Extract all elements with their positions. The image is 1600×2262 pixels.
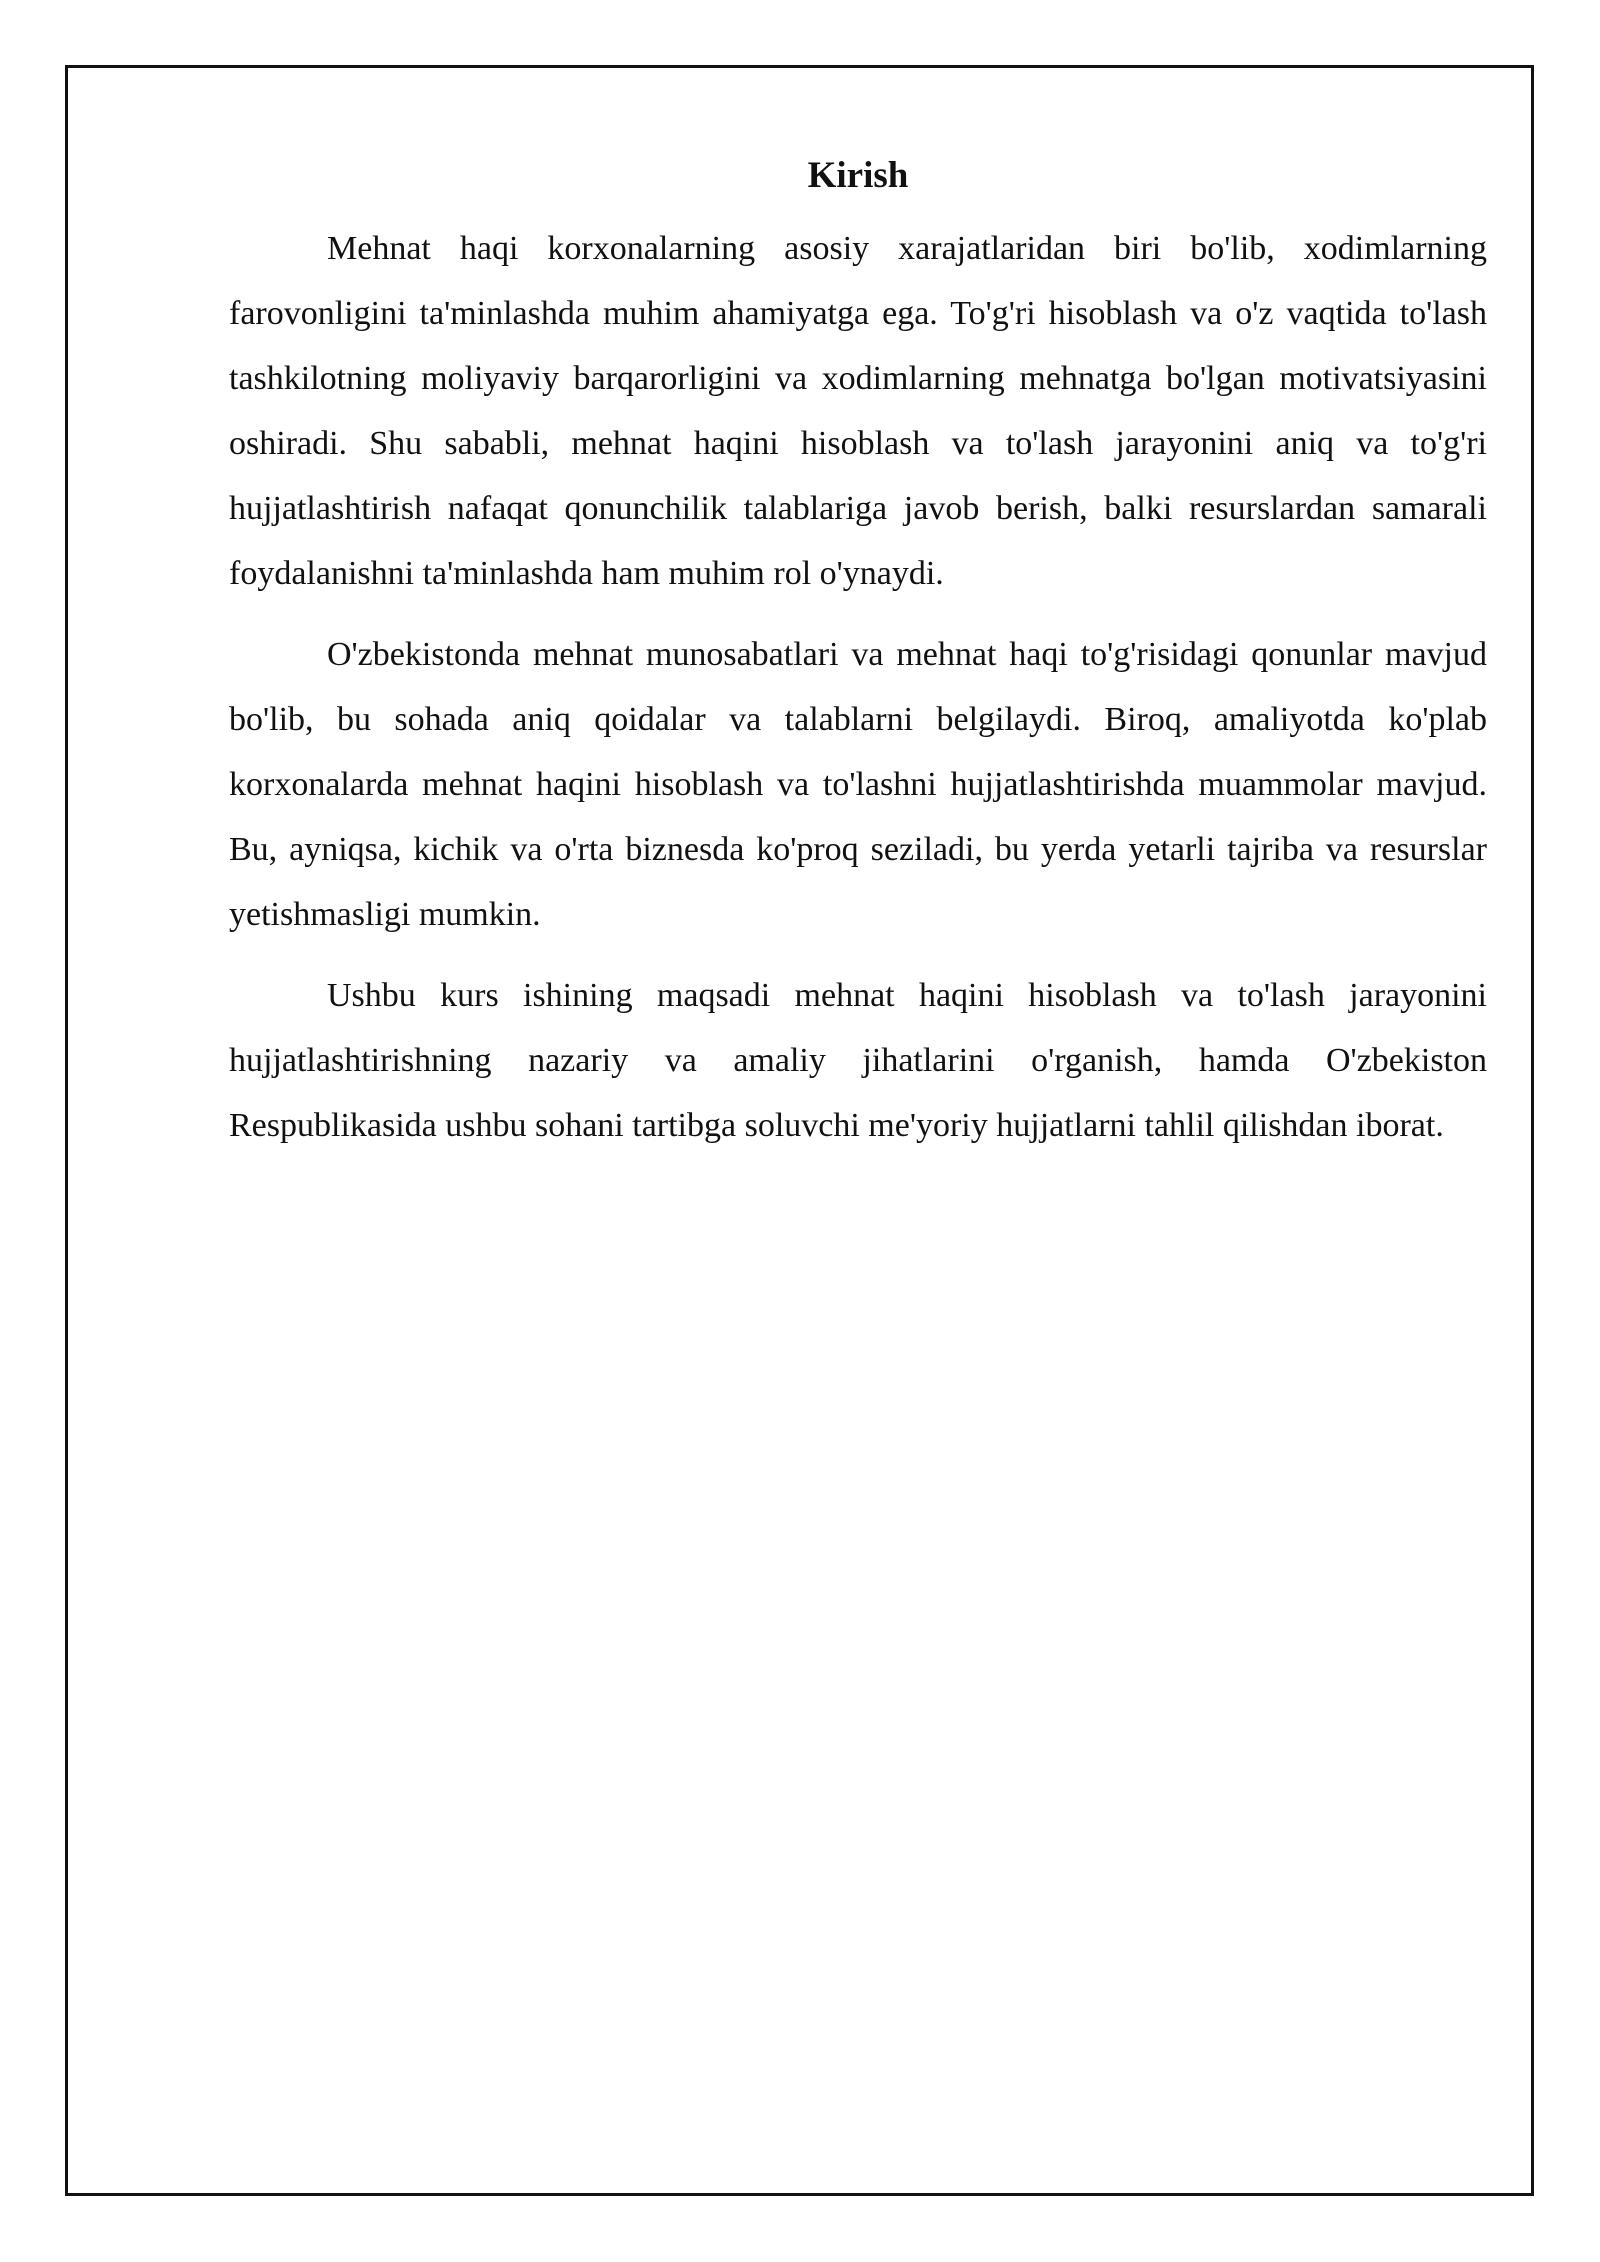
paragraph-2: O'zbekistonda mehnat munosabatlari va mehnat haqi to'g'risidagi qonunlar mavjud bo'lib, bu sohada aniq qoidalar va talablarni belgilaydi. Biroq, amaliyotda ko'plab korxonalarda mehnat haqini hisoblash va to'lashni hujjatlashtirishda muammolar mavjud. Bu, ayniqsa, kichik va o'rta biznesda ko'proq seziladi, bu yerda yetarli tajriba va resurslar yetishmasligi mumkin.: [229, 636, 1487, 933]
page-title: Kirish: [807, 155, 909, 196]
paragraph-3: Ushbu kurs ishining maqsadi mehnat haqini hisoblash va to'lash jarayonini hujjatlashtirishning nazariy va amaliy jihatlarini o'rganish, hamda O'zbekiston Respublikasida ushbu sohani tartibga soluvchi me'yoriy hujjatlarni tahlil qilishdan iborat.: [229, 977, 1487, 1144]
paragraph-1: Mehnat haqi korxonalarning asosiy xarajatlaridan biri bo'lib, xodimlarning farovonligini ta'minlashda muhim ahamiyatga ega. To'g'ri hisoblash va o'z vaqtida to'lash tashkilotning moliyaviy barqarorligini va xodimlarning mehnatga bo'lgan motivatsiyasini oshiradi. Shu sababli, mehnat haqini hisoblash va to'lash jarayonini aniq va to'g'ri hujjatlashtirish nafaqat qonunchilik talablariga javob berish, balki resurslardan samarali foydalanishni ta'minlashda ham muhim rol o'ynaydi.: [229, 230, 1487, 592]
document-body: [229, 150, 1487, 1174]
